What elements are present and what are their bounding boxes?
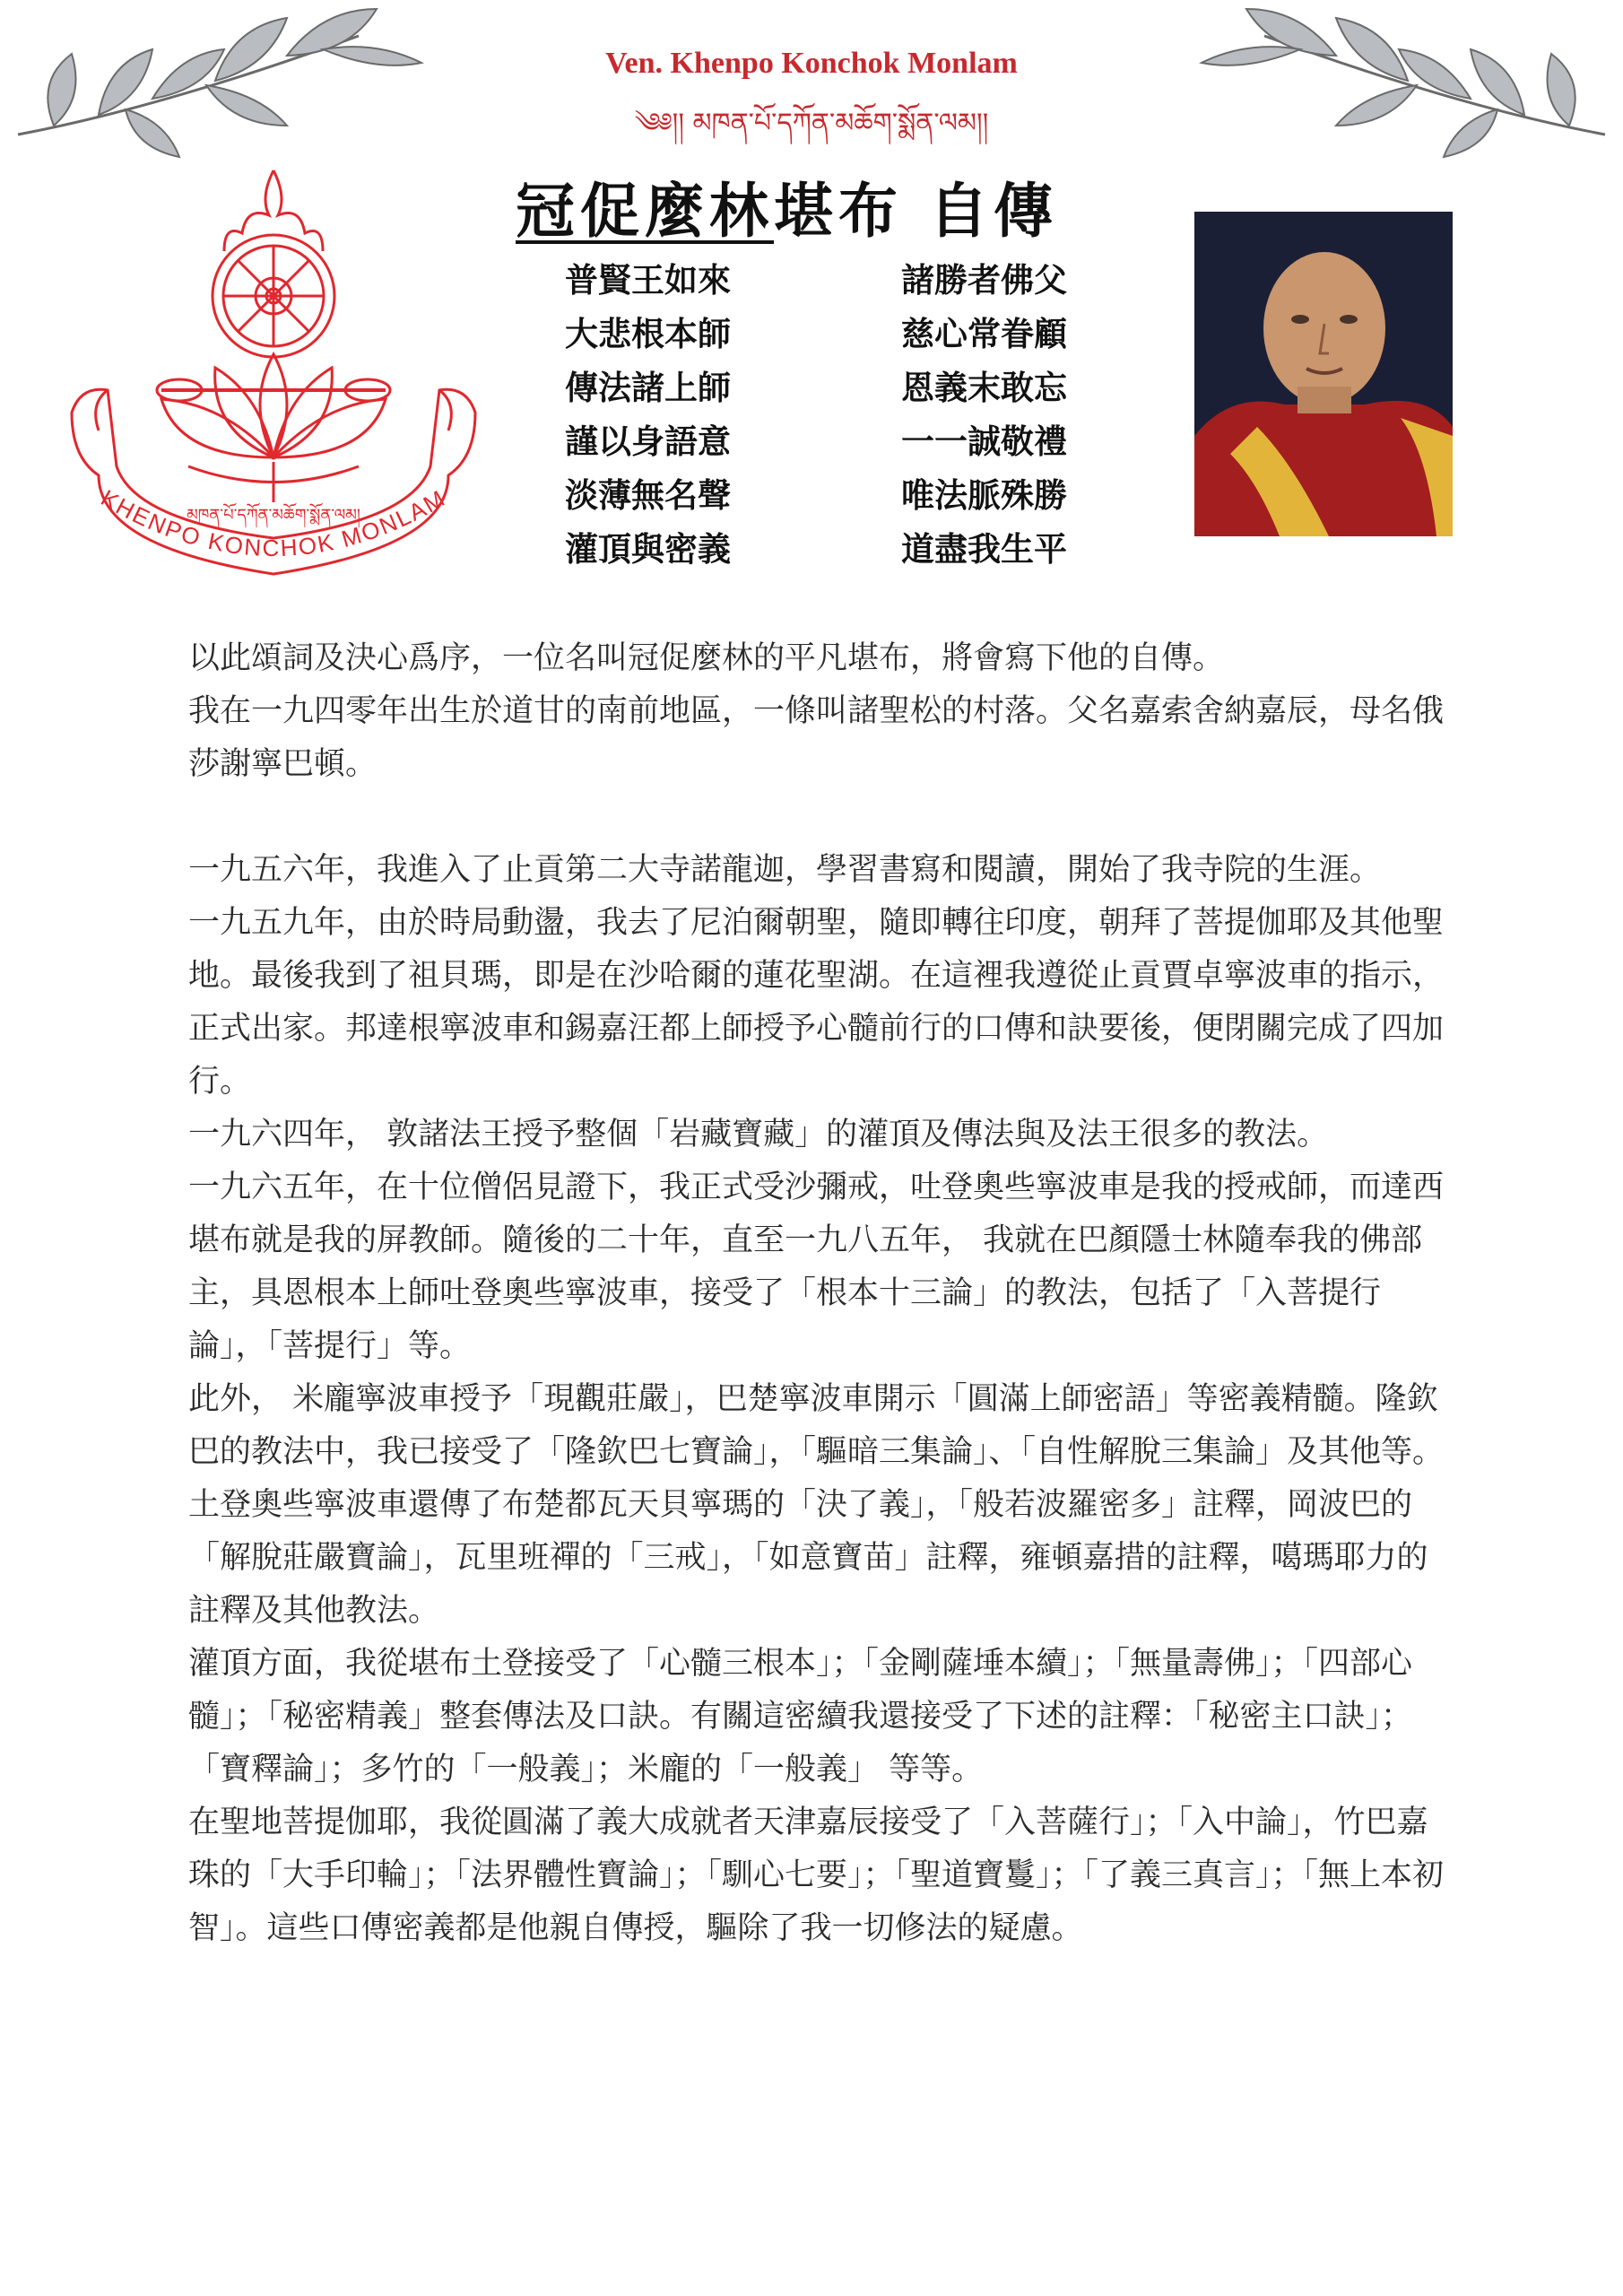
- body-paragraph: 一九六四年， 敦諸法王授予整個「岩藏寶藏」的灌頂及傳法與及法王很多的教法。: [188, 1117, 1329, 1152]
- verse-line: 灌頂與密義 道盡我生平: [565, 530, 1067, 569]
- paragraph-gap: [188, 791, 1444, 844]
- portrait-photo: [1194, 212, 1453, 536]
- verse-line: 淡薄無名聲 唯法脈殊勝: [565, 476, 1067, 515]
- seal-ribbon-text: KHENPO KONCHOK MONLAM: [96, 483, 451, 562]
- title-name: 冠促麼林: [516, 177, 774, 246]
- body-paragraph: 我在一九四零年出生於道甘的南前地區，一條叫諸聖松的村落。父名嘉索舍納嘉辰，母名俄莎謝寧巴頓。: [188, 693, 1445, 782]
- verse-line: 謹以身語意 一一誠敬禮: [565, 422, 1067, 461]
- body-paragraph: 在聖地菩提伽耶，我從圓滿了義大成就者天津嘉辰接受了「入菩薩行」；「入中論」，竹巴嘉珠的「大手印輪」；「法界體性寶論」；「馴心七要」；「聖道寶鬘」；「了義三真言」；「無上本初智」。這些口傳密義都是他親自傳授，驅除了我一切修法的疑慮。: [188, 1805, 1445, 1946]
- body-paragraph: 以此頌詞及決心爲序，一位名叫冠促麼林的平凡堪布，將會寫下他的自傳。: [188, 640, 1225, 676]
- body-paragraph: 一九六五年，在十位僧侶見證下，我正式受沙彌戒，吐登奧些寧波車是我的授戒師，而達西堪布就是我的屏教師。隨後的二十年，直至一九八五年， 我就在巴顏隱士林隨奉我的佛部主，具恩根本上師吐登奧些寧波車，接受了「根本十三論」的教法，包括了「入菩提行論」，「菩提行」等。: [188, 1170, 1445, 1364]
- body-paragraph: 灌頂方面，我從堪布土登接受了「心髓三根本」；「金剛薩埵本續」；「無量壽佛」；「四部心髓」；「秘密精義」整套傳法及口訣。有關這密續我還接受了下述的註釋：「秘密主口訣」；「寶釋論」；多竹的「一般義」；米龐的「一般義」 等等。: [188, 1646, 1413, 1787]
- body-paragraph: 此外， 米龐寧波車授予「現觀莊嚴」，巴楚寧波車開示「圓滿上師密語」等密義精髓。隆欽巴的教法中，我已接受了「隆欽巴七寶論」，「驅暗三集論」、「自性解脫三集論」及其他等。: [188, 1381, 1445, 1470]
- verse-block: [565, 253, 1067, 576]
- body-paragraph: 一九五九年，由於時局動盪，我去了尼泊爾朝聖，隨即轉往印度，朝拜了菩提伽耶及其他聖地。最後我到了祖貝瑪，即是在沙哈爾的蓮花聖湖。在這裡我遵從止貢賈卓寧波車的指示，正式出家。邦達根寧波車和錫嘉汪都上師授予心髓前行的口傳和訣要後，便閉關完成了四加行。: [188, 905, 1445, 1100]
- seal-ribbon-tibetan: མཁན་པོ་དཀོན་མཆོག་སྨོན་ལམ།: [187, 506, 360, 525]
- verse-line: 大悲根本師 慈心常眷顧: [565, 315, 1067, 353]
- title-rest: 堪布 自傳: [774, 177, 1058, 246]
- body-paragraph: 土登奧些寧波車還傳了布楚都瓦天貝寧瑪的「決了義」，「般若波羅密多」註釋，岡波巴的「解脫莊嚴寶論」，瓦里班禪的「三戒」，「如意寶苗」註釋，雍頓嘉措的註釋，噶瑪耶力的註釋及其他教法。: [188, 1487, 1428, 1629]
- seal-emblem: [54, 161, 493, 601]
- body-paragraph: 一九五六年，我進入了止貢第二大寺諾龍迦，學習書寫和閱讀，開始了我寺院的生涯。: [188, 852, 1382, 888]
- verse-line: 普賢王如來 諸勝者佛父: [565, 261, 1067, 300]
- page-title: [516, 163, 1058, 248]
- autobiography-body: [188, 632, 1444, 1955]
- verse-line: 傳法諸上師 恩義末敢忘: [565, 369, 1067, 407]
- header-name-tibetan: ༄༅།། མཁན་པོ་དཀོན་མཆོག་སྨོན་ལམ།།: [634, 108, 989, 139]
- header-name-english: Ven. Khenpo Konchok Monlam: [605, 47, 1018, 80]
